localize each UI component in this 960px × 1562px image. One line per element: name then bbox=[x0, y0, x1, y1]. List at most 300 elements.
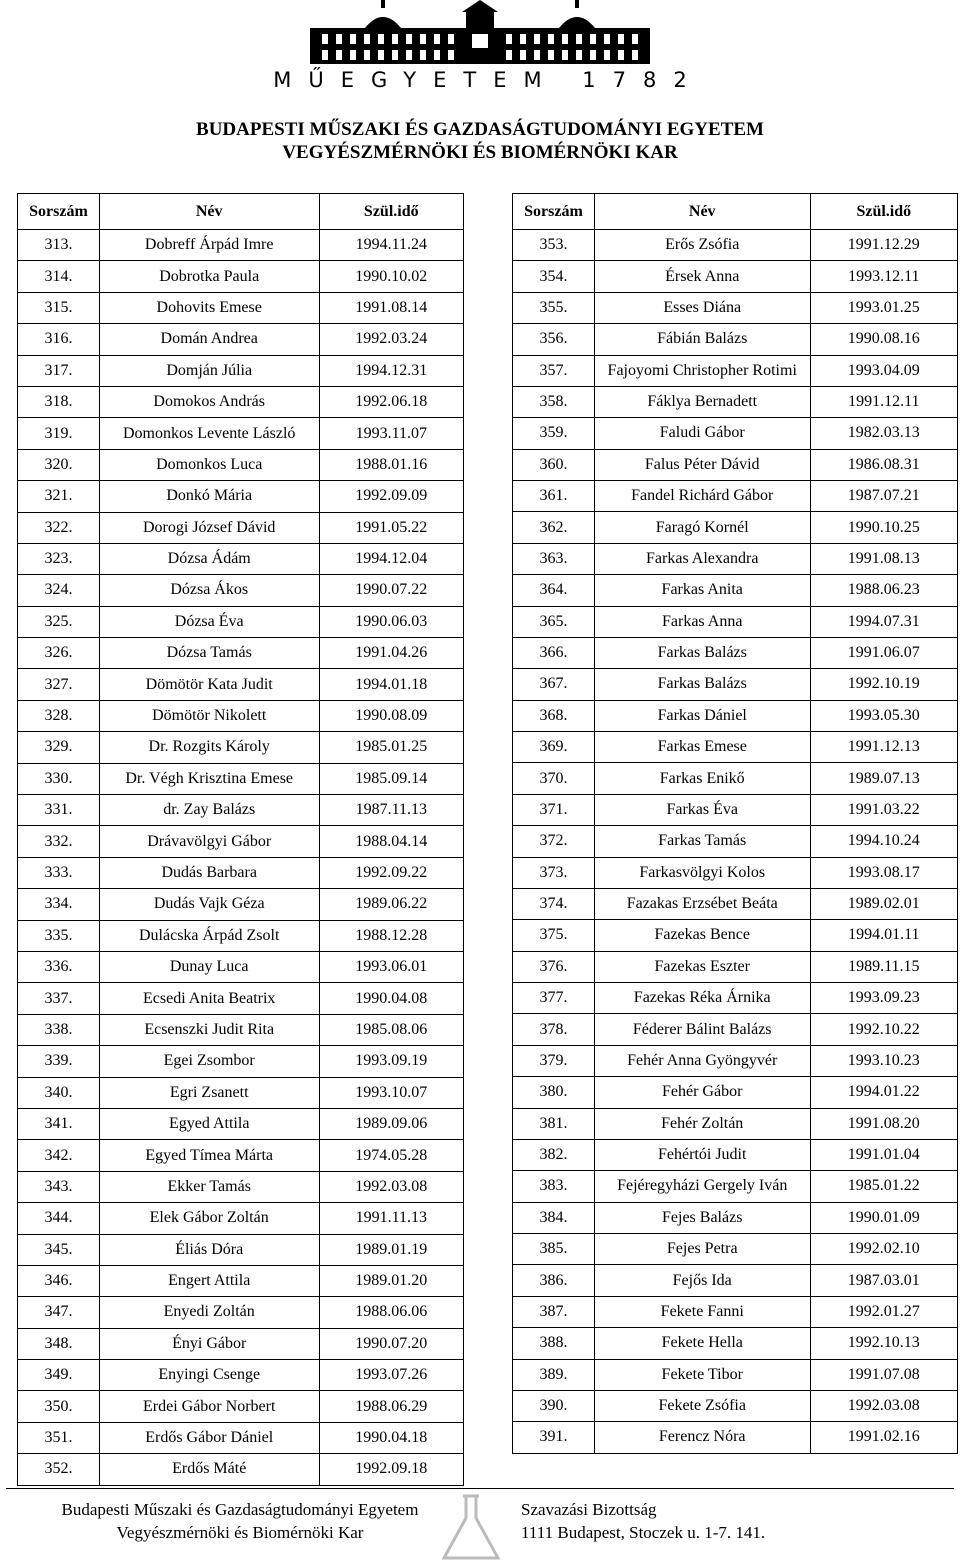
cell-number: 388. bbox=[513, 1328, 595, 1359]
cell-name: Fekete Fanni bbox=[594, 1296, 810, 1327]
cell-number: 344. bbox=[18, 1203, 100, 1234]
cell-birthdate: 1991.05.22 bbox=[319, 512, 463, 543]
cell-name: Dózsa Ádám bbox=[99, 543, 319, 574]
university-logo bbox=[0, 0, 960, 110]
cell-birthdate: 1992.06.18 bbox=[319, 386, 463, 417]
cell-name: Érsek Anna bbox=[594, 261, 810, 292]
table-row bbox=[18, 1454, 464, 1485]
table-row bbox=[18, 512, 464, 543]
cell-name: Dózsa Ákos bbox=[99, 575, 319, 606]
cell-birthdate: 1993.10.23 bbox=[810, 1045, 957, 1076]
cell-name: Domonkos Luca bbox=[99, 449, 319, 480]
cell-birthdate: 1992.09.22 bbox=[319, 857, 463, 888]
cell-name: Fehér Zoltán bbox=[594, 1108, 810, 1139]
cell-birthdate: 1991.03.22 bbox=[810, 794, 957, 825]
cell-name: Farkas Dániel bbox=[594, 700, 810, 731]
cell-name: Dózsa Éva bbox=[99, 606, 319, 637]
table-row bbox=[18, 1360, 464, 1391]
cell-number: 333. bbox=[18, 857, 100, 888]
cell-number: 320. bbox=[18, 449, 100, 480]
table-row bbox=[513, 481, 958, 512]
cell-name: Fehértói Judit bbox=[594, 1139, 810, 1170]
cell-birthdate: 1990.08.09 bbox=[319, 700, 463, 731]
cell-number: 366. bbox=[513, 637, 595, 668]
cell-name: Farkas Tamás bbox=[594, 826, 810, 857]
footer-committee bbox=[521, 1498, 921, 1544]
cell-birthdate: 1991.04.26 bbox=[319, 638, 463, 669]
cell-number: 380. bbox=[513, 1077, 595, 1108]
cell-number: 362. bbox=[513, 512, 595, 543]
cell-birthdate: 1992.03.08 bbox=[319, 1171, 463, 1202]
cell-number: 346. bbox=[18, 1265, 100, 1296]
table-header-row bbox=[18, 194, 464, 230]
cell-name: Farkas Emese bbox=[594, 732, 810, 763]
cell-number: 363. bbox=[513, 543, 595, 574]
table-row bbox=[18, 292, 464, 323]
cell-name: Ferencz Nóra bbox=[594, 1422, 810, 1453]
cell-birthdate: 1992.03.08 bbox=[810, 1390, 957, 1421]
cell-number: 361. bbox=[513, 481, 595, 512]
cell-name: Fandel Richárd Gábor bbox=[594, 481, 810, 512]
cell-name: Dobreff Árpád Imre bbox=[99, 230, 319, 261]
cell-birthdate: 1992.09.09 bbox=[319, 481, 463, 512]
cell-number: 348. bbox=[18, 1328, 100, 1359]
cell-number: 332. bbox=[18, 826, 100, 857]
cell-name: Engert Attila bbox=[99, 1265, 319, 1296]
cell-birthdate: 1994.12.04 bbox=[319, 543, 463, 574]
cell-name: Fazekas Bence bbox=[594, 920, 810, 951]
table-row bbox=[513, 983, 958, 1014]
table-row bbox=[513, 418, 958, 449]
cell-name: Dunay Luca bbox=[99, 951, 319, 982]
table-row bbox=[18, 1391, 464, 1422]
cell-birthdate: 1993.09.23 bbox=[810, 983, 957, 1014]
table-row bbox=[18, 1171, 464, 1202]
cell-name: Donkó Mária bbox=[99, 481, 319, 512]
cell-birthdate: 1985.09.14 bbox=[319, 763, 463, 794]
cell-name: Dohovits Emese bbox=[99, 292, 319, 323]
table-row bbox=[18, 418, 464, 449]
cell-number: 373. bbox=[513, 857, 595, 888]
cell-birthdate: 1991.01.04 bbox=[810, 1139, 957, 1170]
cell-name: Domonkos Levente László bbox=[99, 418, 319, 449]
table-row bbox=[18, 763, 464, 794]
cell-number: 367. bbox=[513, 669, 595, 700]
cell-number: 352. bbox=[18, 1454, 100, 1485]
cell-name: Falus Péter Dávid bbox=[594, 449, 810, 480]
table-row bbox=[18, 575, 464, 606]
table-row bbox=[18, 1297, 464, 1328]
cell-name: Fazekas Réka Árnika bbox=[594, 983, 810, 1014]
cell-birthdate: 1990.10.02 bbox=[319, 261, 463, 292]
cell-number: 376. bbox=[513, 951, 595, 982]
cell-name: Domán Andrea bbox=[99, 324, 319, 355]
cell-birthdate: 1991.12.11 bbox=[810, 386, 957, 417]
cell-number: 321. bbox=[18, 481, 100, 512]
cell-birthdate: 1987.07.21 bbox=[810, 481, 957, 512]
cell-birthdate: 1993.04.09 bbox=[810, 355, 957, 386]
cell-birthdate: 1988.12.28 bbox=[319, 920, 463, 951]
cell-name: Farkas Éva bbox=[594, 794, 810, 825]
cell-birthdate: 1987.11.13 bbox=[319, 795, 463, 826]
cell-birthdate: 1974.05.28 bbox=[319, 1140, 463, 1171]
cell-birthdate: 1993.10.07 bbox=[319, 1077, 463, 1108]
cell-birthdate: 1991.08.14 bbox=[319, 292, 463, 323]
cell-birthdate: 1993.01.25 bbox=[810, 292, 957, 323]
cell-number: 315. bbox=[18, 292, 100, 323]
university-name: BUDAPESTI MŰSZAKI ÉS GAZDASÁGTUDOMÁNYI EGYETEM bbox=[196, 119, 764, 140]
table-row bbox=[18, 889, 464, 920]
cell-number: 327. bbox=[18, 669, 100, 700]
cell-name: Dulácska Árpád Zsolt bbox=[99, 920, 319, 951]
cell-number: 355. bbox=[513, 292, 595, 323]
cell-birthdate: 1991.06.07 bbox=[810, 637, 957, 668]
table-row bbox=[513, 1296, 958, 1327]
table-row bbox=[513, 637, 958, 668]
footer-address: 1111 Budapest, Stoczek u. 1-7. 141. bbox=[521, 1523, 766, 1542]
cell-birthdate: 1990.04.08 bbox=[319, 983, 463, 1014]
table-row bbox=[513, 794, 958, 825]
cell-birthdate: 1986.08.31 bbox=[810, 449, 957, 480]
cell-birthdate: 1994.01.18 bbox=[319, 669, 463, 700]
table-row bbox=[513, 669, 958, 700]
cell-birthdate: 1987.03.01 bbox=[810, 1265, 957, 1296]
table-row bbox=[513, 700, 958, 731]
cell-name: Fekete Hella bbox=[594, 1328, 810, 1359]
cell-name: Erős Zsófia bbox=[594, 230, 810, 261]
table-row bbox=[18, 700, 464, 731]
cell-birthdate: 1988.06.06 bbox=[319, 1297, 463, 1328]
cell-birthdate: 1990.07.20 bbox=[319, 1328, 463, 1359]
cell-birthdate: 1990.04.18 bbox=[319, 1422, 463, 1453]
cell-number: 338. bbox=[18, 1014, 100, 1045]
cell-number: 354. bbox=[513, 261, 595, 292]
cell-name: Fehér Gábor bbox=[594, 1077, 810, 1108]
cell-birthdate: 1988.04.14 bbox=[319, 826, 463, 857]
cell-name: Enyedi Zoltán bbox=[99, 1297, 319, 1328]
cell-name: Fekete Tibor bbox=[594, 1359, 810, 1390]
cell-name: Erdős Gábor Dániel bbox=[99, 1422, 319, 1453]
table-row bbox=[18, 606, 464, 637]
cell-birthdate: 1989.06.22 bbox=[319, 889, 463, 920]
cell-number: 382. bbox=[513, 1139, 595, 1170]
cell-number: 384. bbox=[513, 1202, 595, 1233]
cell-number: 369. bbox=[513, 732, 595, 763]
table-row bbox=[513, 512, 958, 543]
cell-birthdate: 1989.01.19 bbox=[319, 1234, 463, 1265]
cell-birthdate: 1993.07.26 bbox=[319, 1360, 463, 1391]
cell-birthdate: 1992.10.13 bbox=[810, 1328, 957, 1359]
cell-birthdate: 1992.01.27 bbox=[810, 1296, 957, 1327]
table-row bbox=[18, 1328, 464, 1359]
voter-list-right-body bbox=[513, 230, 958, 1454]
cell-birthdate: 1993.11.07 bbox=[319, 418, 463, 449]
cell-name: Domokos András bbox=[99, 386, 319, 417]
table-row bbox=[513, 888, 958, 919]
table-row bbox=[513, 449, 958, 480]
cell-name: Dr. Végh Krisztina Emese bbox=[99, 763, 319, 794]
cell-name: Egri Zsanett bbox=[99, 1077, 319, 1108]
table-row bbox=[18, 1422, 464, 1453]
cell-number: 317. bbox=[18, 355, 100, 386]
cell-birthdate: 1990.01.09 bbox=[810, 1202, 957, 1233]
table-row bbox=[513, 543, 958, 574]
table-row bbox=[18, 481, 464, 512]
cell-birthdate: 1991.12.29 bbox=[810, 230, 957, 261]
column-header-name: Név bbox=[99, 194, 319, 230]
cell-number: 365. bbox=[513, 606, 595, 637]
footer-university: Budapesti Műszaki és Gazdaságtudományi Egyetem bbox=[61, 1500, 419, 1519]
cell-name: Farkas Anna bbox=[594, 606, 810, 637]
cell-number: 356. bbox=[513, 324, 595, 355]
cell-number: 357. bbox=[513, 355, 595, 386]
cell-number: 314. bbox=[18, 261, 100, 292]
voter-list-right bbox=[512, 193, 958, 1454]
table-row bbox=[18, 1108, 464, 1139]
cell-birthdate: 1988.06.23 bbox=[810, 575, 957, 606]
cell-birthdate: 1992.02.10 bbox=[810, 1234, 957, 1265]
table-row bbox=[513, 1202, 958, 1233]
cell-name: Faragó Kornél bbox=[594, 512, 810, 543]
cell-number: 316. bbox=[18, 324, 100, 355]
cell-name: Fehér Anna Gyöngyvér bbox=[594, 1045, 810, 1076]
column-header-birthdate: Szül.idő bbox=[810, 194, 957, 230]
cell-number: 351. bbox=[18, 1422, 100, 1453]
table-row bbox=[18, 795, 464, 826]
cell-number: 330. bbox=[18, 763, 100, 794]
cell-birthdate: 1989.11.15 bbox=[810, 951, 957, 982]
cell-name: Farkas Enikő bbox=[594, 763, 810, 794]
cell-number: 370. bbox=[513, 763, 595, 794]
cell-name: Ecsedi Anita Beatrix bbox=[99, 983, 319, 1014]
table-row bbox=[18, 1014, 464, 1045]
cell-birthdate: 1994.01.11 bbox=[810, 920, 957, 951]
cell-name: Fajoyomi Christopher Rotimi bbox=[594, 355, 810, 386]
cell-name: Fábián Balázs bbox=[594, 324, 810, 355]
cell-number: 359. bbox=[513, 418, 595, 449]
cell-number: 323. bbox=[18, 543, 100, 574]
cell-name: Ecsenszki Judit Rita bbox=[99, 1014, 319, 1045]
cell-number: 389. bbox=[513, 1359, 595, 1390]
cell-number: 319. bbox=[18, 418, 100, 449]
cell-name: Egei Zsombor bbox=[99, 1046, 319, 1077]
cell-number: 391. bbox=[513, 1422, 595, 1453]
cell-birthdate: 1985.08.06 bbox=[319, 1014, 463, 1045]
cell-name: Dudás Vajk Géza bbox=[99, 889, 319, 920]
cell-birthdate: 1991.11.13 bbox=[319, 1203, 463, 1234]
cell-number: 360. bbox=[513, 449, 595, 480]
cell-birthdate: 1990.06.03 bbox=[319, 606, 463, 637]
cell-name: dr. Zay Balázs bbox=[99, 795, 319, 826]
table-row bbox=[18, 732, 464, 763]
table-row bbox=[18, 261, 464, 292]
cell-birthdate: 1993.06.01 bbox=[319, 951, 463, 982]
table-row bbox=[513, 1077, 958, 1108]
cell-number: 342. bbox=[18, 1140, 100, 1171]
cell-name: Éliás Dóra bbox=[99, 1234, 319, 1265]
cell-number: 325. bbox=[18, 606, 100, 637]
cell-birthdate: 1994.11.24 bbox=[319, 230, 463, 261]
cell-number: 328. bbox=[18, 700, 100, 731]
cell-number: 383. bbox=[513, 1171, 595, 1202]
cell-number: 318. bbox=[18, 386, 100, 417]
university-building-icon bbox=[0, 0, 960, 66]
table-row bbox=[513, 1171, 958, 1202]
cell-birthdate: 1994.01.22 bbox=[810, 1077, 957, 1108]
cell-name: Fejes Petra bbox=[594, 1234, 810, 1265]
cell-number: 326. bbox=[18, 638, 100, 669]
voter-list-left bbox=[17, 193, 464, 1486]
table-row bbox=[18, 449, 464, 480]
cell-number: 334. bbox=[18, 889, 100, 920]
cell-number: 353. bbox=[513, 230, 595, 261]
cell-number: 358. bbox=[513, 386, 595, 417]
cell-number: 377. bbox=[513, 983, 595, 1014]
cell-name: Dr. Rozgits Károly bbox=[99, 732, 319, 763]
footer-institution bbox=[0, 1498, 480, 1544]
cell-birthdate: 1985.01.25 bbox=[319, 732, 463, 763]
cell-name: Fáklya Bernadett bbox=[594, 386, 810, 417]
faculty-name: VEGYÉSZMÉRNÖKI ÉS BIOMÉRNÖKI KAR bbox=[282, 142, 678, 163]
table-row bbox=[18, 983, 464, 1014]
table-row bbox=[18, 638, 464, 669]
cell-name: Ényi Gábor bbox=[99, 1328, 319, 1359]
cell-name: Esses Diána bbox=[594, 292, 810, 323]
table-row bbox=[18, 1203, 464, 1234]
table-row bbox=[513, 920, 958, 951]
cell-birthdate: 1990.07.22 bbox=[319, 575, 463, 606]
cell-name: Enyingi Csenge bbox=[99, 1360, 319, 1391]
cell-name: Fejős Ida bbox=[594, 1265, 810, 1296]
table-row bbox=[513, 324, 958, 355]
table-row bbox=[18, 857, 464, 888]
cell-birthdate: 1991.08.13 bbox=[810, 543, 957, 574]
column-header-number: Sorszám bbox=[513, 194, 595, 230]
cell-birthdate: 1989.02.01 bbox=[810, 888, 957, 919]
table-row bbox=[513, 292, 958, 323]
table-row bbox=[513, 606, 958, 637]
cell-name: Elek Gábor Zoltán bbox=[99, 1203, 319, 1234]
cell-number: 340. bbox=[18, 1077, 100, 1108]
cell-birthdate: 1993.05.30 bbox=[810, 700, 957, 731]
cell-name: Erdei Gábor Norbert bbox=[99, 1391, 319, 1422]
table-row bbox=[18, 386, 464, 417]
cell-name: Farkas Alexandra bbox=[594, 543, 810, 574]
cell-name: Ekker Tamás bbox=[99, 1171, 319, 1202]
cell-number: 364. bbox=[513, 575, 595, 606]
cell-birthdate: 1994.10.24 bbox=[810, 826, 957, 857]
cell-name: Domján Júlia bbox=[99, 355, 319, 386]
cell-number: 371. bbox=[513, 794, 595, 825]
footer-divider bbox=[6, 1488, 954, 1489]
cell-name: Dobrotka Paula bbox=[99, 261, 319, 292]
table-row bbox=[513, 1328, 958, 1359]
table-row bbox=[18, 1077, 464, 1108]
cell-number: 324. bbox=[18, 575, 100, 606]
table-row bbox=[513, 951, 958, 982]
cell-name: Féderer Bálint Balázs bbox=[594, 1014, 810, 1045]
cell-birthdate: 1992.03.24 bbox=[319, 324, 463, 355]
table-row bbox=[513, 826, 958, 857]
table-row bbox=[513, 575, 958, 606]
cell-birthdate: 1992.09.18 bbox=[319, 1454, 463, 1485]
cell-number: 387. bbox=[513, 1296, 595, 1327]
cell-birthdate: 1991.08.20 bbox=[810, 1108, 957, 1139]
cell-birthdate: 1992.10.22 bbox=[810, 1014, 957, 1045]
cell-number: 329. bbox=[18, 732, 100, 763]
table-row bbox=[513, 1108, 958, 1139]
table-row bbox=[513, 763, 958, 794]
logo-wordmark: MŰEGYETEM 1782 bbox=[273, 68, 704, 92]
cell-number: 390. bbox=[513, 1390, 595, 1421]
cell-name: Erdős Máté bbox=[99, 1454, 319, 1485]
cell-number: 385. bbox=[513, 1234, 595, 1265]
cell-number: 374. bbox=[513, 888, 595, 919]
cell-birthdate: 1990.08.16 bbox=[810, 324, 957, 355]
cell-name: Dudás Barbara bbox=[99, 857, 319, 888]
cell-name: Dorogi József Dávid bbox=[99, 512, 319, 543]
cell-number: 379. bbox=[513, 1045, 595, 1076]
table-row bbox=[18, 324, 464, 355]
cell-birthdate: 1988.01.16 bbox=[319, 449, 463, 480]
table-row bbox=[18, 1140, 464, 1171]
cell-birthdate: 1993.08.17 bbox=[810, 857, 957, 888]
table-row bbox=[513, 1359, 958, 1390]
cell-name: Farkas Balázs bbox=[594, 637, 810, 668]
table-row bbox=[513, 732, 958, 763]
cell-name: Egyed Tímea Márta bbox=[99, 1140, 319, 1171]
cell-number: 347. bbox=[18, 1297, 100, 1328]
cell-birthdate: 1985.01.22 bbox=[810, 1171, 957, 1202]
cell-number: 378. bbox=[513, 1014, 595, 1045]
footer-faculty: Vegyészmérnöki és Biomérnöki Kar bbox=[116, 1523, 364, 1542]
table-row bbox=[18, 543, 464, 574]
cell-number: 350. bbox=[18, 1391, 100, 1422]
cell-birthdate: 1989.09.06 bbox=[319, 1108, 463, 1139]
table-row bbox=[18, 669, 464, 700]
cell-name: Fekete Zsófia bbox=[594, 1390, 810, 1421]
cell-number: 313. bbox=[18, 230, 100, 261]
voter-list-left-body bbox=[18, 230, 464, 1486]
cell-name: Farkas Balázs bbox=[594, 669, 810, 700]
cell-birthdate: 1989.07.13 bbox=[810, 763, 957, 794]
cell-birthdate: 1992.10.19 bbox=[810, 669, 957, 700]
cell-number: 386. bbox=[513, 1265, 595, 1296]
cell-birthdate: 1991.12.13 bbox=[810, 732, 957, 763]
cell-birthdate: 1991.02.16 bbox=[810, 1422, 957, 1453]
table-row bbox=[513, 261, 958, 292]
cell-number: 375. bbox=[513, 920, 595, 951]
cell-name: Faludi Gábor bbox=[594, 418, 810, 449]
cell-number: 381. bbox=[513, 1108, 595, 1139]
cell-birthdate: 1990.10.25 bbox=[810, 512, 957, 543]
table-row bbox=[18, 826, 464, 857]
cell-name: Dömötör Kata Judit bbox=[99, 669, 319, 700]
cell-name: Dömötör Nikolett bbox=[99, 700, 319, 731]
page-header bbox=[0, 118, 960, 164]
table-row bbox=[513, 1422, 958, 1453]
cell-name: Fejéregyházi Gergely Iván bbox=[594, 1171, 810, 1202]
table-row bbox=[513, 1045, 958, 1076]
cell-number: 368. bbox=[513, 700, 595, 731]
cell-number: 337. bbox=[18, 983, 100, 1014]
table-row bbox=[513, 1390, 958, 1421]
cell-name: Fazakas Erzsébet Beáta bbox=[594, 888, 810, 919]
table-row bbox=[513, 1234, 958, 1265]
footer-committee-name: Szavazási Bizottság bbox=[521, 1500, 657, 1519]
cell-name: Farkas Anita bbox=[594, 575, 810, 606]
cell-birthdate: 1988.06.29 bbox=[319, 1391, 463, 1422]
